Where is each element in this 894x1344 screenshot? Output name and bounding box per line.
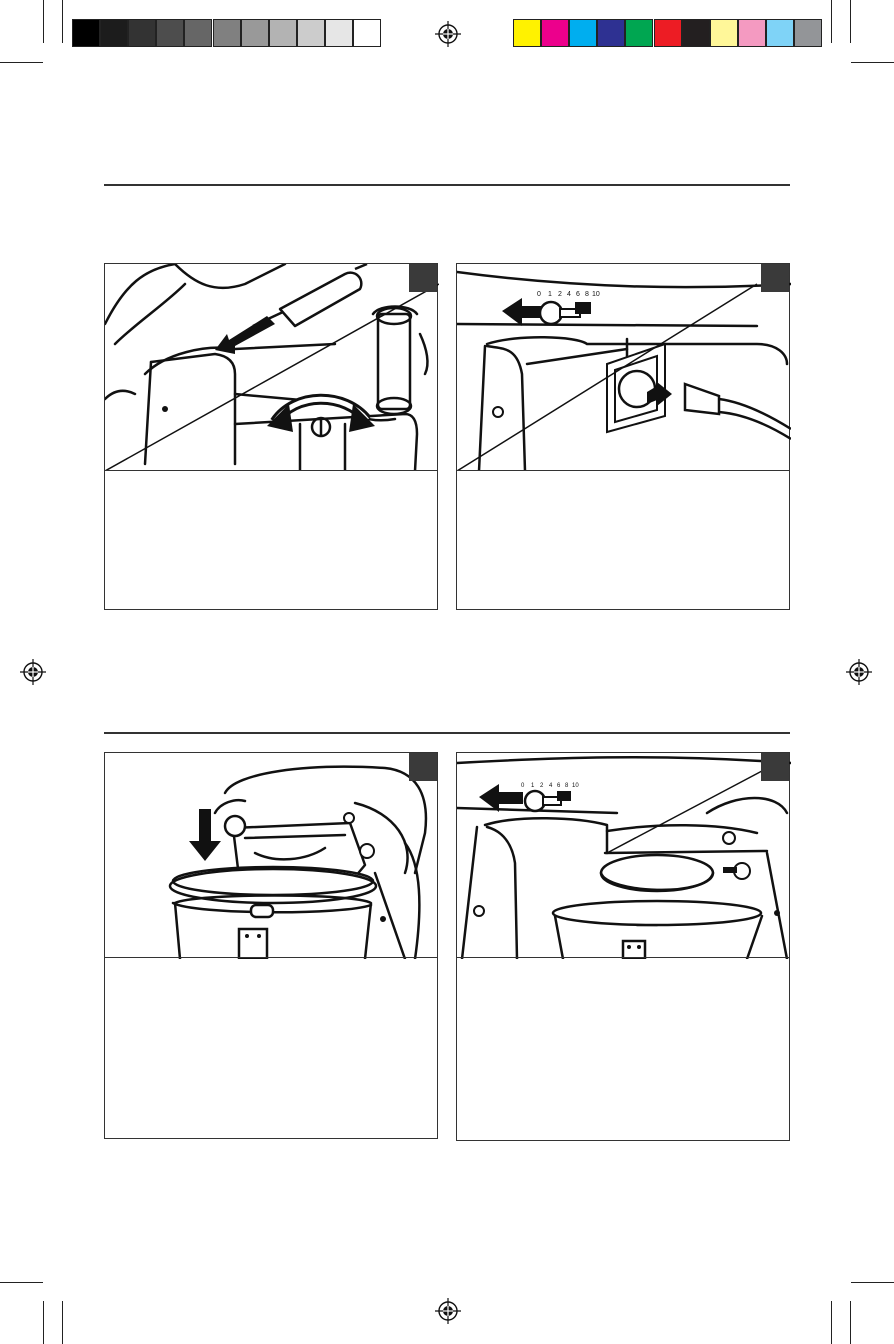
- svg-text:10: 10: [592, 291, 600, 298]
- illustration-panel-1: [104, 263, 438, 610]
- color-swatch: [625, 19, 653, 47]
- gray-swatch: [72, 19, 100, 47]
- section-divider: [104, 184, 790, 186]
- step-number-badge: [409, 264, 437, 292]
- svg-text:6: 6: [557, 783, 561, 789]
- gray-swatch: [128, 19, 156, 47]
- color-swatch: [569, 19, 597, 47]
- gray-swatch: [325, 19, 353, 47]
- color-swatch: [794, 19, 822, 47]
- step-caption: [105, 957, 437, 1138]
- gray-swatch: [156, 19, 184, 47]
- crop-mark: [0, 1282, 43, 1283]
- step-caption: [105, 470, 437, 609]
- illustration-panel-2: [456, 263, 790, 610]
- gray-swatch: [184, 19, 212, 47]
- step-number-badge: [761, 753, 789, 781]
- step-number-badge: [409, 753, 437, 781]
- gray-swatch: [269, 19, 297, 47]
- gray-swatch: [100, 19, 128, 47]
- svg-text:2: 2: [540, 783, 544, 789]
- gray-swatch: [353, 19, 381, 47]
- bowl-attachment-illustration: [105, 753, 439, 959]
- svg-text:10: 10: [572, 783, 579, 789]
- color-swatch: [513, 19, 541, 47]
- color-swatch: [766, 19, 794, 47]
- registration-mark-icon: [435, 1298, 461, 1324]
- crop-mark: [851, 62, 894, 63]
- section-divider: [104, 732, 790, 734]
- color-swatch: [597, 19, 625, 47]
- crop-mark: [831, 1301, 832, 1344]
- svg-text:1: 1: [548, 291, 552, 298]
- screwdriver-adjustment-illustration: [105, 264, 439, 471]
- illustration-panel-4: [456, 752, 790, 1141]
- svg-text:8: 8: [565, 783, 569, 789]
- illustration-panel-3: [104, 752, 438, 1139]
- svg-text:6: 6: [576, 291, 580, 298]
- color-swatch: [541, 19, 569, 47]
- gray-swatch: [241, 19, 269, 47]
- step-number-badge: [761, 264, 789, 292]
- svg-text:4: 4: [549, 783, 553, 789]
- svg-text:1: 1: [531, 783, 535, 789]
- step-caption: [457, 470, 789, 609]
- crop-mark: [831, 0, 832, 43]
- gray-swatch: [213, 19, 241, 47]
- step-caption: [457, 957, 789, 1140]
- crop-mark: [0, 62, 43, 63]
- crop-mark: [850, 0, 851, 43]
- registration-mark-icon: [846, 659, 872, 685]
- svg-text:8: 8: [585, 291, 589, 298]
- color-swatch: [710, 19, 738, 47]
- crop-mark: [850, 1301, 851, 1344]
- svg-text:2: 2: [558, 291, 562, 298]
- crop-mark: [62, 1301, 63, 1344]
- svg-text:0: 0: [537, 291, 541, 298]
- svg-text:0: 0: [521, 783, 525, 789]
- registration-mark-icon: [435, 21, 461, 47]
- unplug-mixer-illustration: [457, 264, 791, 471]
- crop-mark: [43, 1301, 44, 1344]
- crop-mark: [43, 0, 44, 43]
- crop-mark: [62, 0, 63, 43]
- speed-off-bowl-illustration: [457, 753, 791, 959]
- gray-swatch: [297, 19, 325, 47]
- color-swatch: [738, 19, 766, 47]
- color-swatch: [654, 19, 682, 47]
- svg-text:4: 4: [567, 291, 571, 298]
- color-swatch: [682, 19, 710, 47]
- crop-mark: [851, 1282, 894, 1283]
- registration-mark-icon: [20, 659, 46, 685]
